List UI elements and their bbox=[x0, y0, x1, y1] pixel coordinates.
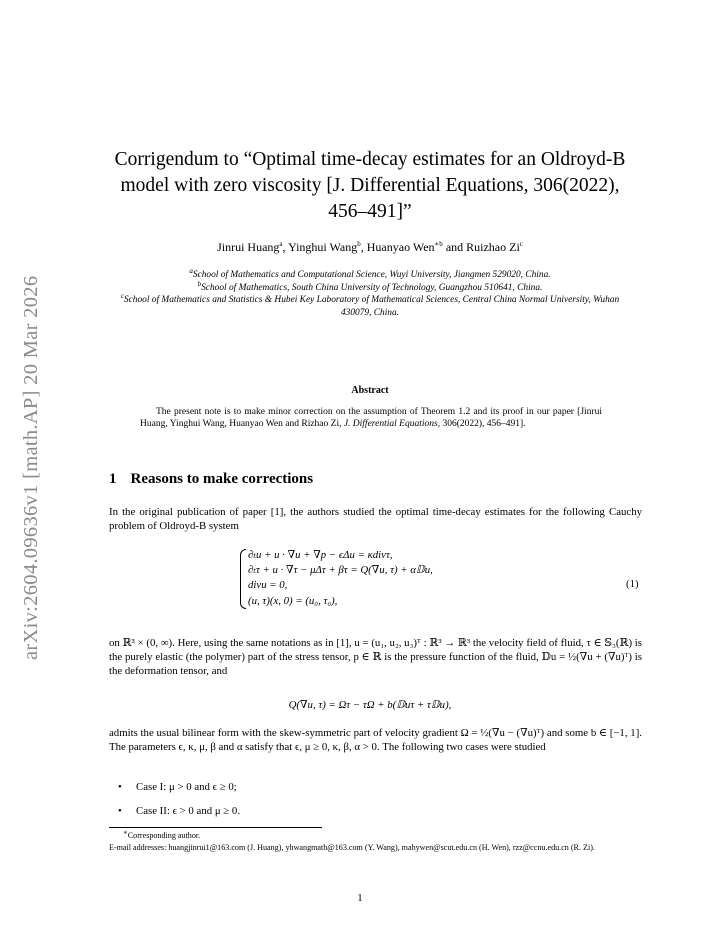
abstract-heading: Abstract bbox=[351, 385, 389, 396]
affiliation-a bbox=[106, 266, 634, 282]
footnote-text: Corresponding author. bbox=[127, 831, 201, 840]
abstract-body bbox=[140, 406, 602, 431]
equation-line: ∂ₜτ + u · ∇τ − μΔτ + βτ = Q(∇u, τ) + α𝔻u, bbox=[248, 564, 433, 577]
title-line-1: Corrigendum to “Optimal time-decay estimates for an Oldroyd-B bbox=[114, 149, 626, 170]
list-item bbox=[118, 781, 240, 805]
affiliations bbox=[106, 266, 634, 319]
footnote-emails: E-mail addresses: huangjinrui1@163.com (J. Huang), yhwangmath@163.com (Y. Wang), mahywen@scut.edu.cn (H. Wen), rzz@ccnu.edu.cn (R. Zi). bbox=[109, 843, 595, 852]
affiliation-mark: b bbox=[197, 279, 202, 288]
abstract-text-end: , 306(2022), 456–491]. bbox=[437, 419, 526, 430]
section-heading bbox=[109, 471, 313, 488]
section-number: 1 bbox=[109, 471, 117, 487]
title-line-2: model with zero viscosity [J. Differential Equations, 306(2022), bbox=[120, 175, 620, 196]
footnote-mark: ∗ bbox=[123, 828, 128, 837]
case-text: Case II: ϵ > 0 and μ ≥ 0. bbox=[136, 805, 241, 817]
oldroyd-b-system bbox=[240, 548, 433, 609]
affiliation-text: School of Mathematics and Computational Science, Wuyi University, Jiangmen 529020, China. bbox=[192, 270, 551, 280]
affiliation-text: School of Mathematics, South China University of Technology, Guangzhou 510641, China. bbox=[201, 282, 543, 293]
footnote-rule bbox=[109, 827, 322, 828]
author-name: Yinghui Wang bbox=[288, 240, 358, 254]
section-title: Reasons to make corrections bbox=[130, 471, 314, 487]
author-separator: , bbox=[360, 240, 367, 254]
author-name: Ruizhao Zi bbox=[466, 240, 520, 254]
list-item bbox=[118, 805, 240, 829]
paper-title bbox=[100, 147, 640, 225]
paragraph-parameters: admits the usual bilinear form with the skew-symmetric part of velocity gradient Ω = ½(∇u − (∇u)ᵀ) and some b ∈ [−1, 1]. The parameters ϵ, κ, μ, β and α satisfy that ϵ, μ ≥ 0, κ, β, α > 0. The following two cases were studied bbox=[109, 727, 642, 754]
author-name: Jinrui Huang bbox=[217, 240, 280, 254]
case-list bbox=[118, 781, 240, 829]
paragraph-intro: In the original publication of paper [1], the authors studied the optimal time-decay estimates for the following Cauchy problem of Oldroyd-B system bbox=[109, 506, 642, 533]
equation-line: divu = 0, bbox=[248, 579, 288, 592]
equation-q: Q(∇u, τ) = Ωτ − τΩ + b(𝔻uτ + τ𝔻u), bbox=[288, 699, 452, 711]
author-and: and bbox=[442, 240, 467, 254]
equation-line: ∂ₜu + u · ∇u + ∇p − ϵΔu = κdivτ, bbox=[248, 549, 393, 561]
author-name: Huanyao Wen bbox=[366, 240, 435, 254]
bullet-icon: • bbox=[118, 805, 122, 817]
author-mark: ∗b bbox=[434, 240, 443, 248]
footnote-corresponding bbox=[109, 828, 642, 842]
left-brace bbox=[240, 549, 246, 609]
affiliation-text: School of Mathematics and Statistics & Hubei Key Laboratory of Mathematical Sciences, Central China Normal University, Wuhan 430079, China. bbox=[123, 295, 620, 318]
title-line-3: 456–491]” bbox=[328, 201, 412, 222]
author-list bbox=[100, 240, 640, 255]
equation-number: (1) bbox=[626, 578, 639, 590]
affiliation-b bbox=[106, 279, 634, 295]
affiliation-mark: c bbox=[120, 292, 124, 301]
author-mark: b bbox=[357, 240, 361, 248]
affiliation-mark: a bbox=[189, 266, 193, 275]
case-text: Case I: μ > 0 and ϵ ≥ 0; bbox=[136, 781, 237, 793]
equation-line: (u, τ)(x, 0) = (u₀, τ₀), bbox=[248, 594, 338, 607]
affiliation-c bbox=[106, 294, 634, 319]
page-number: 1 bbox=[357, 892, 363, 904]
abstract-text: The present note is to make minor correction on the assumption of Theorem 1.2 and its proof in our paper [Jinrui Huang, Yinghui Wang, Huanyao Wen and Rizhao Zi, bbox=[140, 407, 602, 430]
bullet-icon: • bbox=[118, 781, 122, 793]
paragraph-notation: on ℝ³ × (0, ∞). Here, using the same notations as in [1], u = (u₁, u₂, u₃)ᵀ : ℝ³ → ℝ³ the velocity field of fluid, τ ∈ 𝕊₃(ℝ) is the purely elastic (the polymer) part of the stress tensor, p ∈ ℝ is the pressure function of the fluid, 𝔻u = ½(∇u + (∇u)ᵀ) is the deformation tensor, and bbox=[109, 637, 642, 678]
author-mark: c bbox=[519, 240, 523, 248]
arxiv-identifier: arXiv:2604.09636v1 [math.AP] 20 Mar 2026 bbox=[20, 275, 42, 660]
abstract-journal: J. Differential Equations bbox=[343, 419, 438, 430]
author-separator: , bbox=[282, 240, 289, 254]
author-mark: a bbox=[279, 240, 283, 248]
